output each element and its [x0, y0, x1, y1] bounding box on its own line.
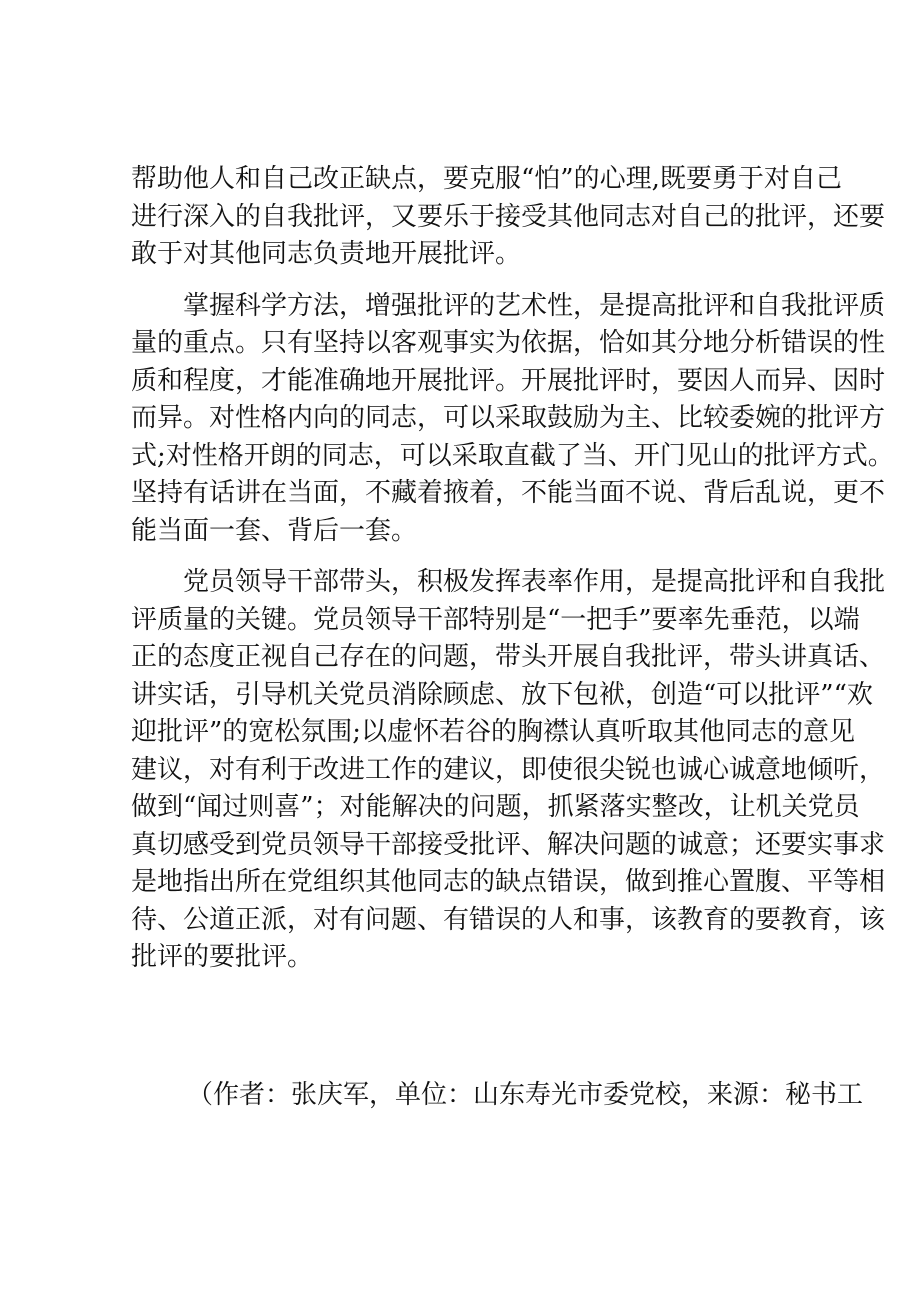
- text-line: 质和程度，才能准确地开展批评。开展批评时，要因人而异、因时: [131, 365, 886, 396]
- text-line: 评质量的关键。党员领导干部特别是“一把手”要率先垂范，以端: [131, 604, 860, 635]
- paragraph-2: [131, 288, 894, 551]
- text-line: 建议，对有利于改进工作的建议，即使很尖锐也诚心诚意地倾听，: [131, 754, 886, 785]
- text-line: 讲实话，引导机关党员消除顾虑、放下包袱，创造“可以批评”“欢: [131, 679, 873, 710]
- text-line: 待、公道正派，对有问题、有错误的人和事，该教育的要教育，该: [131, 904, 886, 935]
- text-line: 党员领导干部带头，积极发挥表率作用，是提高批评和自我批: [183, 567, 886, 597]
- text-line: 批评的要批评。: [131, 942, 314, 972]
- text-line: 能当面一套、背后一套。: [131, 515, 418, 546]
- paragraph-1: [131, 161, 886, 274]
- text-line: 真切感受到党员领导干部接受批评、解决问题的诚意；还要实事求: [131, 829, 886, 860]
- text-line: 正的态度正视自己存在的问题，带头开展自我批评，带头讲真话、: [131, 642, 886, 672]
- article-body: [131, 161, 894, 977]
- paragraph-3: [131, 564, 886, 977]
- text-line: 进行深入的自我批评，又要乐于接受其他同志对自己的批评，还要: [131, 201, 886, 232]
- text-line: 敢于对其他同志负责地开展批评。: [131, 239, 522, 269]
- text-line: 是地指出所在党组织其他同志的缺点错误，做到推心置腹、平等相: [131, 867, 886, 897]
- text-line: 帮助他人和自己改正缺点，要克服“怕”的心理,既要勇于对自己: [131, 164, 842, 194]
- text-line: 掌握科学方法，增强批评的艺术性，是提高批评和自我批评质: [183, 290, 886, 321]
- text-line: 量的重点。只有坚持以客观事实为依据，恰如其分地分析错误的性: [131, 328, 886, 358]
- author-attribution: （作者：张庆军，单位：山东寿光市委党校，来源：秘书工: [187, 1080, 864, 1110]
- text-line: 做到“闻过则喜”；对能解决的问题，抓紧落实整改，让机关党员: [131, 792, 860, 822]
- text-line: 式;对性格开朗的同志，可以采取直截了当、开门见山的批评方式。: [131, 440, 894, 471]
- text-line: 坚持有话讲在当面，不藏着掖着，不能当面不说、背后乱说，更不: [131, 478, 886, 508]
- text-line: 而异。对性格内向的同志，可以采取鼓励为主、比较委婉的批评方: [131, 403, 886, 433]
- text-line: 迎批评”的宽松氛围;以虚怀若谷的胸襟认真听取其他同志的意见: [131, 717, 856, 747]
